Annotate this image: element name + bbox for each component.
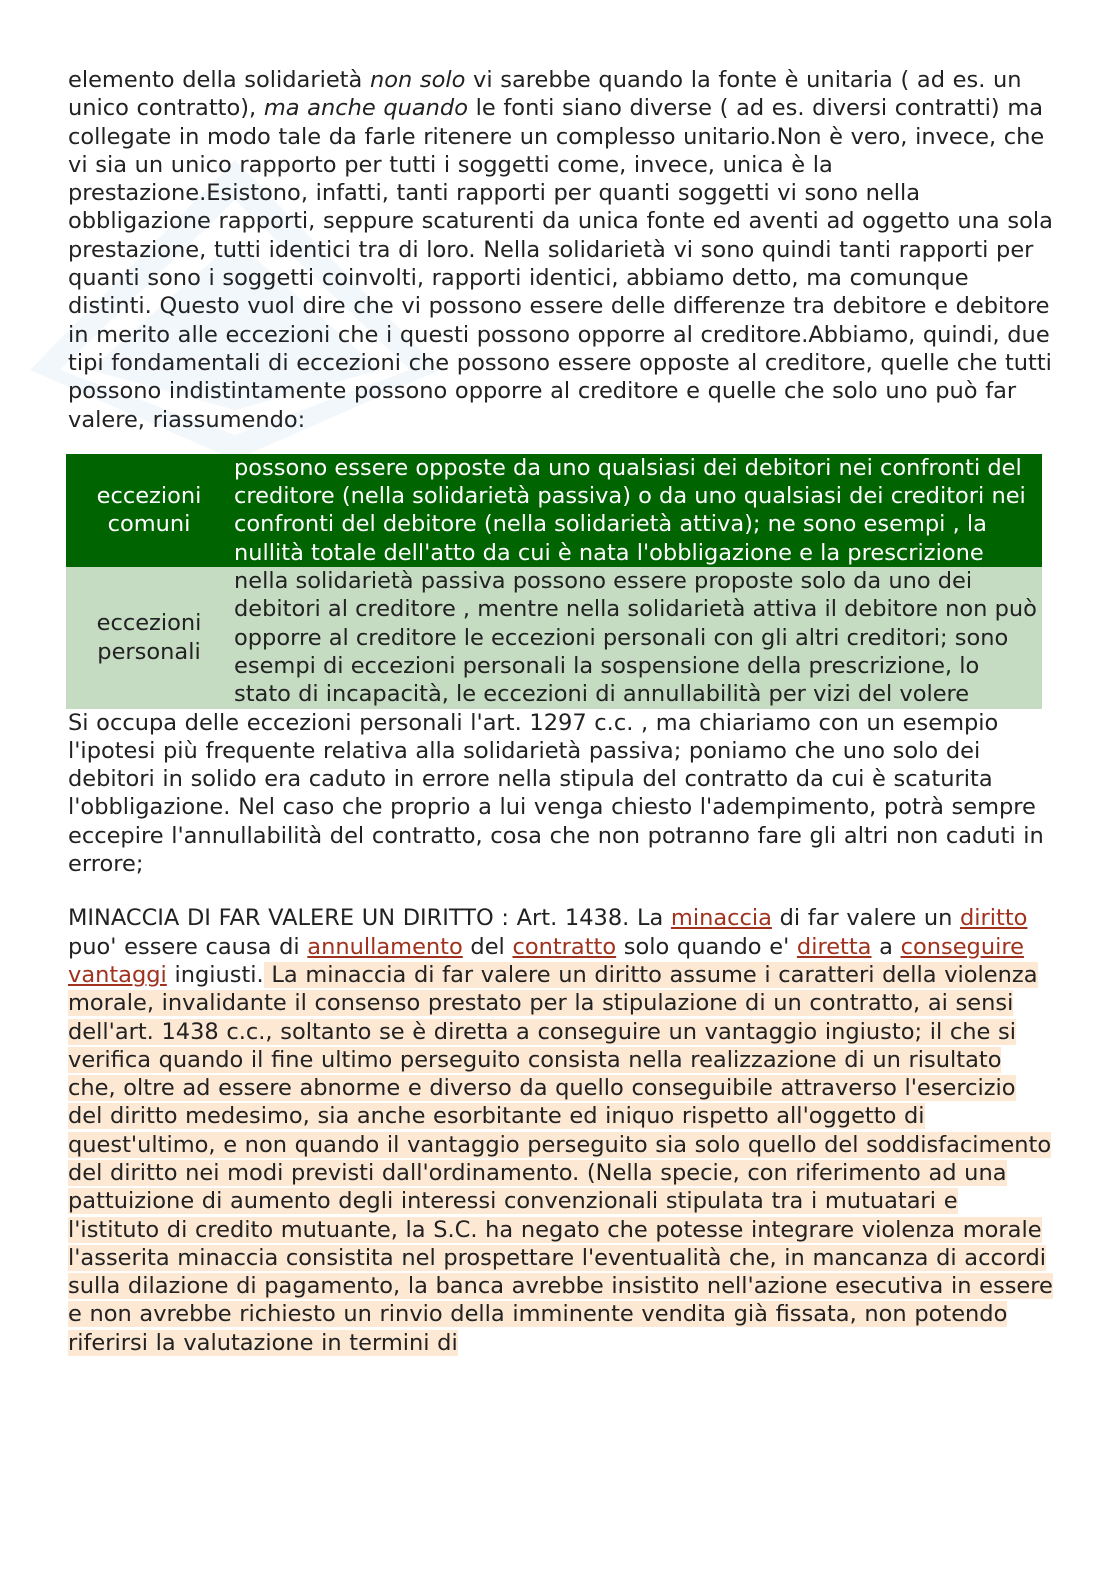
document-page	[68, 66, 1053, 1357]
table-row-eccezioni-comuni	[66, 454, 1042, 567]
row-label: eccezioni personali	[66, 567, 232, 708]
table-row-eccezioni-personali	[66, 567, 1042, 708]
link-minaccia[interactable]: minaccia	[670, 905, 772, 932]
link-diritto[interactable]: diritto	[960, 905, 1028, 932]
link-annullamento[interactable]: annullamento	[307, 933, 463, 960]
paragraph-minaccia: MINACCIA DI FAR VALERE UN DIRITTO : Art. 1438. La minaccia di far valere un diritto puo' essere causa di annullamento del contratto solo quando e' diretta a conseguire vantaggi ingiusti. La minaccia di far valere un diritto assume i caratteri della violenza morale, invalidante il consenso prestato per la stipulazione di un contratto, ai sensi dell'art. 1438 c.c., soltanto se è diretta a conseguire un vantaggio ingiusto; il che si verifica quando il fine ultimo perseguito consista nella realizzazione di un risultato che, oltre ad essere abnorme e diverso da quello conseguibile attraverso l'esercizio del diritto medesimo, sia anche esorbitante ed iniquo rispetto all'oggetto di quest'ultimo, e non quando il vantaggio perseguito sia solo quello del soddisfacimento del diritto nei modi previsti dall'ordinamento. (Nella specie, con riferimento ad una pattuizione di aumento degli interessi convenzionali stipulata tra i mutuatari e l'istituto di credito mutuante, la S.C. ha negato che potesse integrare violenza morale l'asserita minaccia consistita nel prospettare l'eventualità che, in mancanza di accordi sulla dilazione di pagamento, la banca avrebbe insistito nell'azione esecutiva in essere e non avrebbe richiesto un rinvio della imminente vendita già fissata, non potendo riferirsi la valutazione in termini di	[68, 905, 1053, 1356]
link-diretta[interactable]: diretta	[796, 933, 872, 960]
row-description: possono essere opposte da uno qualsiasi dei debitori nei confronti del creditore (nella solidarietà passiva) o da uno qualsiasi dei creditori nei confronti del debitore (nella solidarietà attiva); ne sono esempi , la nullità totale dell'atto da cui è nata l'obbligazione e la prescrizione	[232, 454, 1042, 567]
paragraph-art-1297: Si occupa delle eccezioni personali l'art. 1297 c.c. , ma chiariamo con un esempio l'ipotesi più frequente relativa alla solidarietà passiva; poniamo che uno solo dei debitori in solido era caduto in errore nella stipula del contratto da cui è scaturita l'obbligazione. Nel caso che proprio a lui venga chiesto l'adempimento, potrà sempre eccepire l'annullabilità del contratto, cosa che non potranno fare gli altri non caduti in errore;	[68, 709, 1044, 878]
link-conseguire[interactable]: conseguire	[900, 933, 1024, 960]
link-vantaggi[interactable]: vantaggi	[68, 961, 167, 988]
paragraph-intro: elemento della solidarietà non solo vi sarebbe quando la fonte è unitaria ( ad es. un unico contratto), ma anche quando le fonti siano diverse ( ad es. diversi contratti) ma collegate in modo tale da farle ritenere un complesso unitario.Non è vero, invece, che vi sia un unico rapporto per tutti i soggetti come, invece, unica è la prestazione.Esistono, infatti, tanti rapporti per quanti soggetti vi sono nella obbligazione rapporti, seppure scaturenti da unica fonte ed aventi ad oggetto una sola prestazione, tutti identici tra di loro. Nella solidarietà vi sono quindi tanti rapporti per quanti sono i soggetti coinvolti, rapporti identici, abbiamo detto, ma comunque distinti. Questo vuol dire che vi possono essere delle differenze tra debitore e debitore in merito alle eccezioni che i questi possono opporre al creditore.Abbiamo, quindi, due tipi fondamentali di eccezioni che possono essere opposte al creditore, quelle che tutti possono indistintamente possono opporre al creditore e quelle che solo uno può far valere, riassumendo:	[68, 67, 1053, 433]
row-description: nella solidarietà passiva possono essere proposte solo da uno dei debitori al creditore , mentre nella solidarietà attiva il debitore non può opporre al creditore le eccezioni personali con gli altri creditori; sono esempi di eccezioni personali la sospensione della prescrizione, lo stato di incapacità, le eccezioni di annullabilità per vizi del volere	[232, 567, 1042, 708]
row-label: eccezioni comuni	[66, 454, 232, 567]
highlighted-quote: La minaccia di far valere un diritto assume i caratteri della violenza morale, invalidante il consenso prestato per la stipulazione di un contratto, ai sensi dell'art. 1438 c.c., soltanto se è diretta a conseguire un vantaggio ingiusto; il che si verifica quando il fine ultimo perseguito consista nella realizzazione di un risultato che, oltre ad essere abnorme e diverso da quello conseguibile attraverso l'esercizio del diritto medesimo, sia anche esorbitante ed iniquo rispetto all'oggetto di quest'ultimo, e non quando il vantaggio perseguito sia solo quello del soddisfacimento del diritto nei modi previsti dall'ordinamento. (Nella specie, con riferimento ad una pattuizione di aumento degli interessi convenzionali stipulata tra i mutuatari e l'istituto di credito mutuante, la S.C. ha negato che potesse integrare violenza morale l'asserita minaccia consistita nel prospettare l'eventualità che, in mancanza di accordi sulla dilazione di pagamento, la banca avrebbe insistito nell'azione esecutiva in essere e non avrebbe richiesto un rinvio della imminente vendita già fissata, non potendo riferirsi la valutazione in termini di	[68, 961, 1053, 1356]
link-contratto[interactable]: contratto	[512, 933, 617, 960]
exceptions-table	[66, 454, 1042, 709]
